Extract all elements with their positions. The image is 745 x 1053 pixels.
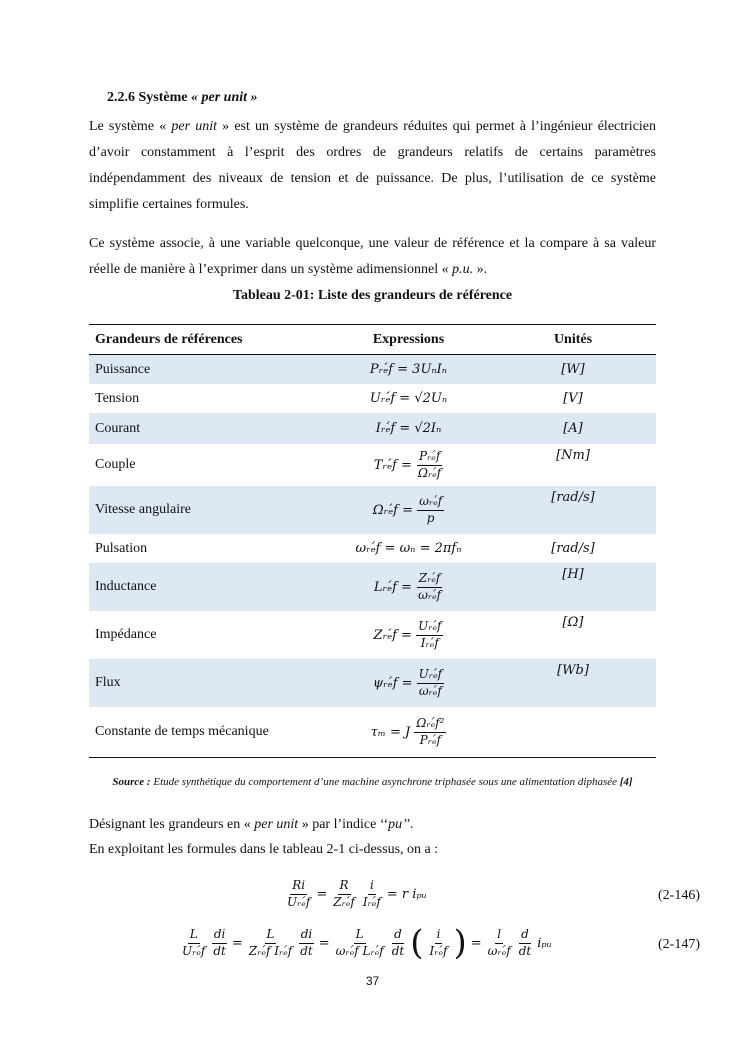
equals-sign: = xyxy=(318,935,330,951)
row-expression xyxy=(327,450,490,481)
eq-fraction xyxy=(517,928,534,959)
row-expression: Uᵣₑ́f = √2Uₙ xyxy=(369,391,448,406)
eq-fraction xyxy=(486,928,513,959)
row-expression xyxy=(327,495,490,526)
row-name: Flux xyxy=(95,675,121,690)
fraction-numerator: Uᵣₑ́f xyxy=(416,620,443,636)
fraction-numerator: di xyxy=(299,928,315,944)
table-row xyxy=(89,486,656,534)
row-name: Pulsation xyxy=(95,540,148,556)
expr-lhs: ψᵣₑ́f = xyxy=(372,675,413,691)
para1-text-a: Le système « xyxy=(89,119,167,134)
fraction-denominator: Ωᵣₑ́f xyxy=(418,465,442,480)
row-unit: [rad/s] xyxy=(551,490,595,505)
table-caption: Tableau 2-01: Liste des grandeurs de référence xyxy=(232,288,513,303)
line1-e: . xyxy=(409,817,414,832)
row-expression: Iᵣₑ́f = √2Iₙ xyxy=(375,421,442,436)
para1-italic: per unit xyxy=(171,119,217,134)
equals-sign: = xyxy=(231,935,243,951)
section-title: Système xyxy=(138,90,188,105)
table-row xyxy=(89,659,656,707)
row-expression xyxy=(327,620,490,651)
fraction-numerator: R xyxy=(338,879,351,895)
eq-fraction xyxy=(180,928,207,959)
expr-fraction xyxy=(414,717,446,748)
table-source xyxy=(89,772,656,793)
table-row xyxy=(89,355,656,384)
row-name: Tension xyxy=(95,390,140,406)
table-header-row xyxy=(89,325,656,355)
fraction-numerator: l xyxy=(495,928,503,944)
line1-a: Désignant les grandeurs en « xyxy=(89,817,251,832)
row-name: Constante de temps mécanique xyxy=(95,724,269,739)
table-row xyxy=(89,563,656,611)
table-row xyxy=(89,611,656,659)
eq-rhs: = r iₚᵤ xyxy=(386,886,427,902)
fraction-numerator: i xyxy=(435,928,443,944)
expr-fraction xyxy=(416,620,443,651)
fraction-numerator: Uᵣₑ́f xyxy=(417,668,444,684)
fraction-denominator: p xyxy=(426,510,435,525)
table-row xyxy=(89,534,656,563)
para1-text-c: » est un système de grandeurs réduites qui permet à l’ingénieur électricien d’avoir constamment à l’esprit des ordres de grandeurs relatifs de certains paramètres indépendamment des niveaux de tension et de puissance. De plus, l’utilisation de ce système simplifie certaines formules. xyxy=(89,119,657,212)
equation-2-147 xyxy=(180,912,552,974)
fraction-numerator: d xyxy=(519,928,531,944)
line1-italic: per unit xyxy=(254,817,299,832)
fraction-numerator: Ri xyxy=(290,879,307,895)
fraction-denominator: Iᵣₑ́f xyxy=(429,943,448,958)
eq-fraction xyxy=(427,928,449,959)
para2-text-a: Ce système associe, à une variable quelconque, une valeur de référence et la compare à sa valeur réelle de manière à l’exprimer dans un système adimensionnel « xyxy=(89,236,656,277)
row-expression: ωᵣₑ́f = ωₙ = 2πfₙ xyxy=(355,541,462,556)
header-unit: Unités xyxy=(553,331,593,347)
fraction-denominator: Uᵣₑ́f xyxy=(182,943,206,958)
fraction-denominator: Iᵣₑ́f xyxy=(420,635,439,650)
page-number: 37 xyxy=(365,974,380,988)
expr-lhs: Lᵣₑ́f = xyxy=(373,579,412,595)
row-unit: [Nm] xyxy=(556,448,590,463)
fraction-denominator: dt xyxy=(300,943,313,958)
fraction-denominator: Iᵣₑ́f xyxy=(362,894,381,909)
line1-index: pu’’ xyxy=(388,817,410,832)
fraction-denominator: ωᵣₑ́f xyxy=(418,683,442,698)
row-name: Impédance xyxy=(95,627,157,642)
row-name: Couple xyxy=(95,457,136,472)
source-label: Source : xyxy=(112,776,151,788)
eq-fraction xyxy=(331,879,357,910)
eq-fraction xyxy=(285,879,312,910)
fraction-denominator: Pᵣₑ́f xyxy=(419,732,441,747)
header-quantity: Grandeurs de références xyxy=(95,331,243,347)
text-line-pu xyxy=(89,817,413,833)
eq-fraction xyxy=(211,928,228,959)
fraction-denominator: ωᵣₑ́f xyxy=(418,587,442,602)
section-number: 2.2.6 xyxy=(107,90,135,105)
fraction-denominator: ωᵣₑ́f Lᵣₑ́f xyxy=(335,943,384,958)
expr-fraction xyxy=(416,450,443,481)
source-text: Etude synthétique du comportement d’une machine asynchrone triphasée sous une alimentation diphasée xyxy=(153,776,617,788)
table-row xyxy=(89,413,656,444)
eq-tail: iₚᵤ xyxy=(537,935,552,951)
para2-italic: p.u. xyxy=(452,262,474,277)
fraction-numerator: i xyxy=(368,879,376,895)
fraction-numerator: Zᵣₑ́f xyxy=(417,572,443,588)
equation-number: (2-146) xyxy=(658,888,700,903)
fraction-denominator: dt xyxy=(391,943,405,958)
eq-fraction xyxy=(334,928,386,959)
fraction-denominator: Zᵣₑ́f Iᵣₑ́f xyxy=(248,943,293,958)
row-unit: [A] xyxy=(563,421,583,436)
row-expression xyxy=(327,572,490,603)
expr-lhs: Tᵣₑ́f = xyxy=(373,457,412,473)
right-paren: ) xyxy=(453,923,467,963)
left-paren: ( xyxy=(410,923,424,963)
paragraph-system xyxy=(89,231,656,283)
expr-lhs: Zᵣₑ́f = xyxy=(373,627,412,643)
fraction-numerator: ωᵣₑ́f xyxy=(417,495,444,511)
eq-fraction xyxy=(390,928,407,959)
section-title-italic: « per unit » xyxy=(191,90,258,105)
row-unit: [Ω] xyxy=(562,615,584,630)
fraction-denominator: Zᵣₑ́f xyxy=(333,894,355,909)
row-expression xyxy=(327,668,490,699)
eq-fraction xyxy=(361,879,383,910)
fraction-denominator: dt xyxy=(213,943,226,958)
expr-fraction xyxy=(417,668,444,699)
table-row xyxy=(89,707,656,757)
fraction-numerator: Ωᵣₑ́f² xyxy=(414,717,446,733)
fraction-numerator: L xyxy=(265,928,277,944)
fraction-denominator: dt xyxy=(518,943,532,958)
row-unit: [W] xyxy=(561,362,585,377)
expr-lhs: τₘ = J xyxy=(370,724,411,740)
paragraph-intro xyxy=(89,114,656,218)
text-line-formulas: En exploitant les formules dans le tableau 2-1 ci-dessus, on a : xyxy=(89,842,439,857)
table-row xyxy=(89,384,656,413)
expr-fraction xyxy=(417,495,444,526)
equation-number: (2-147) xyxy=(658,937,700,952)
expr-lhs: Ωᵣₑ́f = xyxy=(372,502,413,518)
fraction-numerator: d xyxy=(392,928,404,944)
table-row xyxy=(89,444,656,486)
fraction-numerator: di xyxy=(212,928,228,944)
row-name: Inductance xyxy=(95,579,157,594)
equals-sign: = xyxy=(316,886,328,902)
fraction-denominator: ωᵣₑ́f xyxy=(487,943,511,958)
header-expression: Expressions xyxy=(372,331,445,347)
fraction-numerator: L xyxy=(354,928,366,944)
row-unit: [V] xyxy=(563,391,583,406)
row-expression: Pᵣₑ́f = 3UₙIₙ xyxy=(369,362,448,377)
section-heading xyxy=(107,90,258,106)
source-reference: [4] xyxy=(619,776,633,788)
row-name: Courant xyxy=(95,420,141,436)
row-unit: [rad/s] xyxy=(551,541,595,556)
row-unit: [H] xyxy=(562,567,584,582)
row-name: Puissance xyxy=(95,361,151,377)
reference-table xyxy=(89,324,656,758)
eq-fraction xyxy=(298,928,315,959)
row-unit: [Wb] xyxy=(557,663,589,678)
row-name: Vitesse angulaire xyxy=(95,502,191,517)
fraction-numerator: L xyxy=(188,928,200,944)
fraction-numerator: Pᵣₑ́f xyxy=(417,450,442,466)
para2-text-c: ». xyxy=(476,262,488,277)
row-expression xyxy=(327,717,490,748)
expr-fraction xyxy=(416,572,443,603)
eq-fraction xyxy=(247,928,294,959)
line1-c: » par l’indice ‘‘ xyxy=(301,817,389,832)
equals-sign: = xyxy=(470,935,482,951)
fraction-denominator: Uᵣₑ́f xyxy=(287,894,311,909)
